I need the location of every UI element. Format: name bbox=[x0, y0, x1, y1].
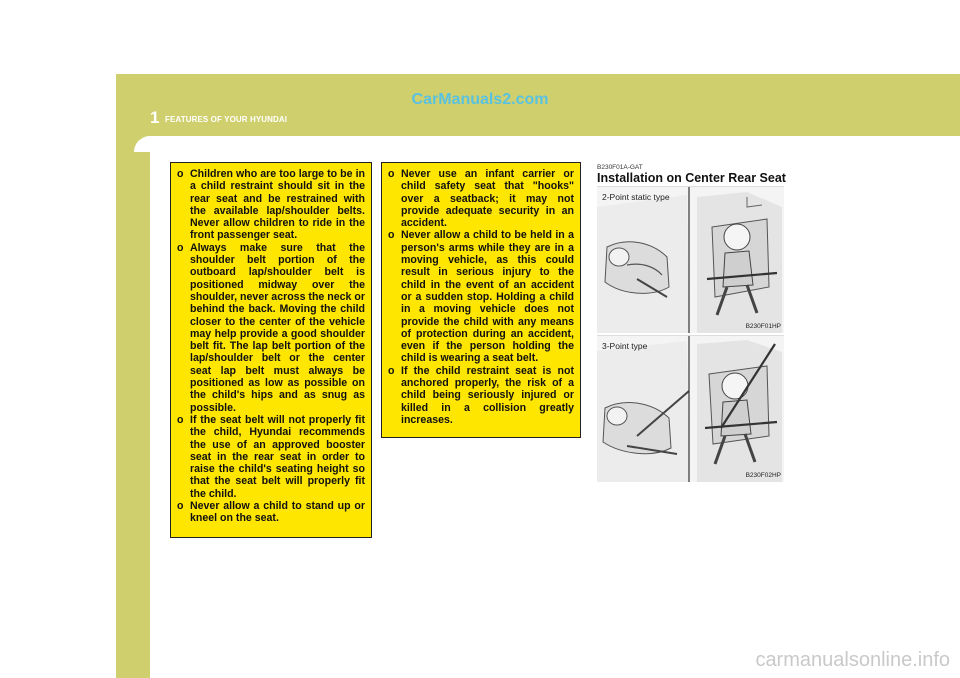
side-strip bbox=[116, 136, 150, 678]
list-item-text: Never allow a child to be held in a person's arms while they are in a moving vehicle, as this could result in serious injury to the child in the event of an accident or a sudden stop. Holding a child in a moving vehicle does not provide the child with any means of protection during an accident, even if the person holding the child is wearing a seat belt. bbox=[401, 229, 574, 365]
car-seat-illustration-icon bbox=[597, 336, 784, 482]
list-item bbox=[388, 229, 574, 364]
page-number: 40 bbox=[152, 139, 164, 150]
warning-box-2 bbox=[381, 162, 581, 438]
list-item-text: If the seat belt will not properly fit the child, Hyundai recommends the use of an approved booster seat in the rear seat in order to raise the child's seating height so that the seat belt will properly fit the child. bbox=[190, 413, 365, 500]
bullet: o bbox=[177, 413, 184, 426]
warning-box-1 bbox=[170, 162, 372, 538]
bullet: o bbox=[388, 168, 395, 180]
section-heading: Installation on Center Rear Seat bbox=[597, 171, 786, 185]
list-item-text: Always make sure that the shoulder belt portion of the outboard lap/shoulder belt is positioned midway over the shoulder, never across the neck or behind the back. Moving the child closer to the center of the vehicle may help provide a good shoulder belt fit. The lap belt portion of the lap/shoulder belt or the center seat lap belt must always be positioned as low as possible on the child's hips and as snug as possible. bbox=[190, 241, 365, 414]
figure-label: 3-Point type bbox=[602, 341, 648, 351]
list-item-text: Children who are too large to be in a child restraint should sit in the rear seat and be restrained with the available lap/shoulder belts. Never allow children to ride in the front passenger seat. bbox=[190, 168, 365, 242]
list-item bbox=[388, 168, 574, 229]
figure-code: B230F01HP bbox=[745, 323, 781, 330]
list-item-text: Never allow a child to stand up or kneel on the seat. bbox=[190, 500, 365, 525]
bullet: o bbox=[388, 364, 395, 377]
figure-3-point bbox=[597, 335, 784, 482]
list-item bbox=[177, 168, 365, 242]
car-seat-illustration-icon bbox=[597, 187, 784, 333]
bullet: o bbox=[177, 241, 184, 254]
section-code: B230F01A-GAT bbox=[597, 164, 643, 171]
list-item bbox=[177, 242, 365, 414]
list-item-text: Never use an infant carrier or child safety seat that "hooks" over a seatback; it may not provide adequate security in an accident. bbox=[401, 168, 574, 230]
figure-label: 2-Point static type bbox=[602, 192, 670, 202]
figure-2-point bbox=[597, 186, 784, 333]
bullet: o bbox=[177, 168, 184, 180]
list-item bbox=[388, 365, 574, 426]
bullet: o bbox=[177, 500, 184, 513]
list-item bbox=[177, 500, 365, 525]
watermark: CarManuals2.com bbox=[411, 91, 549, 108]
watermark-bottom: carmanualsonline.info bbox=[755, 649, 950, 671]
figure-code: B230F02HP bbox=[745, 472, 781, 479]
bullet: o bbox=[388, 229, 395, 242]
list-item bbox=[177, 414, 365, 500]
chapter-number: 1 bbox=[150, 108, 160, 127]
chapter-title: FEATURES OF YOUR HYUNDAI bbox=[165, 115, 288, 124]
list-item-text: If the child restraint seat is not anchored properly, the risk of a child being seriously injured or killed in a collision greatly increases. bbox=[401, 364, 574, 426]
